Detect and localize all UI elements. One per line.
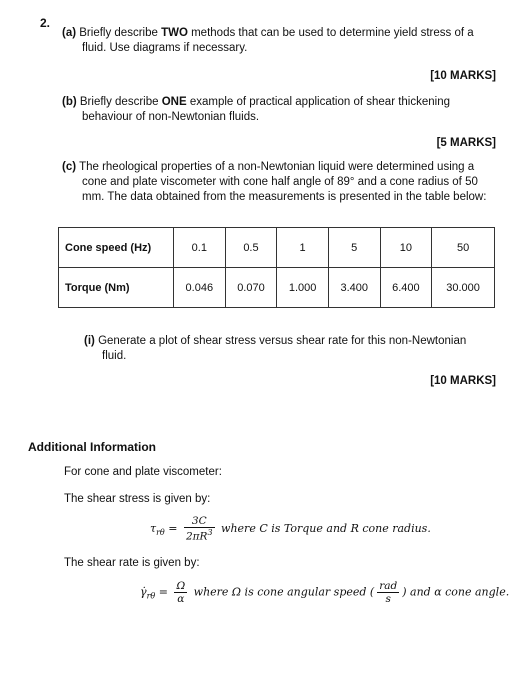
table-cell: 1 [277, 228, 329, 268]
rate-lhs: γ̇ [140, 585, 147, 599]
data-table [58, 227, 495, 308]
sub-i-line1: Generate a plot of shear stress versus shear rate for this non-Newtonian [98, 335, 467, 347]
sub-i-line2: fluid. [102, 350, 127, 362]
part-a-marks: [10 MARKS] [430, 70, 496, 82]
rate-unit-fraction [377, 580, 399, 605]
part-c-line3: mm. The data obtained from the measurements is presented in the table below: [82, 191, 487, 203]
table-cell: 6.400 [380, 268, 432, 308]
shear-rate-formula: $\gammȧ_{r\theta}$ = $\frac{\Omega}{\alpha}$ where Ω is cone angular speed ( $\frac{\text{rad}}{s}$ ) and α cone angle. [140, 580, 510, 605]
stress-intro: The shear stress is given by: [64, 493, 211, 505]
table-cell: 10 [380, 228, 432, 268]
table-cell: 0.1 [174, 228, 226, 268]
stress-den-text: 2πR [185, 530, 208, 543]
rate-lhs-sub: rθ [146, 591, 156, 601]
sub-i-marks: [10 MARKS] [430, 375, 496, 387]
rate-unit-den: s [385, 593, 391, 605]
part-b-bold: ONE [161, 96, 187, 108]
rate-numerator: Ω [176, 580, 186, 592]
table-cell: 3.400 [328, 268, 380, 308]
part-b-label: (b) [62, 96, 77, 108]
part-b-text-2: example of practical application of shear thickening [186, 96, 450, 108]
part-c-label: (c) [62, 161, 77, 173]
question-number: 2. [40, 16, 51, 30]
rate-description-2: ) and α cone angle. [402, 585, 510, 599]
part-b-marks: [5 MARKS] [436, 137, 496, 149]
table-cell: 50 [432, 228, 495, 268]
stress-denominator [184, 528, 215, 543]
stress-den-sup: 3 [207, 528, 213, 537]
part-a-label: (a) [62, 27, 77, 39]
additional-intro: For cone and plate viscometer: [64, 466, 222, 478]
shear-stress-formula: $\tau_{r\theta}$ = $\frac{3C}{2\pi R^3}$ where C is Torque and R cone radius. [150, 515, 431, 543]
table-row-torque [59, 268, 495, 308]
stress-fraction [184, 515, 215, 543]
sub-i-text [84, 334, 494, 364]
part-c-text [62, 160, 496, 205]
part-c-line1: The rheological properties of a non-Newtonian liquid were determined using a [79, 161, 475, 173]
part-a-bold: TWO [161, 27, 188, 39]
rate-intro: The shear rate is given by: [64, 557, 200, 569]
table-cell: 0.046 [174, 268, 226, 308]
part-a-text-1: Briefly describe [79, 27, 162, 39]
table-cell: 5 [328, 228, 380, 268]
part-b-text-1: Briefly describe [79, 96, 162, 108]
stress-description: where C is Torque and R cone radius. [221, 521, 431, 535]
part-a-text-2: methods that can be used to determine yield stress of a [187, 27, 474, 39]
rate-fraction [174, 580, 187, 605]
sub-i-label: (i) [84, 335, 95, 347]
stress-lhs-sub: rθ [156, 527, 165, 537]
part-b-line2: behaviour of non-Newtonian fluids. [82, 111, 260, 123]
table-cell: 1.000 [277, 268, 329, 308]
stress-numerator: 3C [184, 515, 215, 528]
table-row-cone-speed [59, 228, 495, 268]
table-row-header: Torque (Nm) [59, 268, 174, 308]
table-cell: 0.070 [225, 268, 277, 308]
rate-denominator: α [177, 593, 185, 605]
rate-description-1: where Ω is cone angular speed ( [193, 585, 375, 599]
table-cell: 0.5 [225, 228, 277, 268]
part-a-line2: fluid. Use diagrams if necessary. [82, 42, 248, 54]
part-b-text [62, 95, 496, 125]
additional-heading: Additional Information [28, 440, 156, 454]
table-cell: 30.000 [432, 268, 495, 308]
part-a-text [62, 26, 496, 56]
part-c-line2: cone and plate viscometer with cone half angle of 89° and a cone radius of 50 [82, 176, 478, 188]
stress-lhs: τ [150, 521, 157, 535]
table-row-header: Cone speed (Hz) [59, 228, 174, 268]
rate-unit-num: rad [379, 580, 398, 592]
